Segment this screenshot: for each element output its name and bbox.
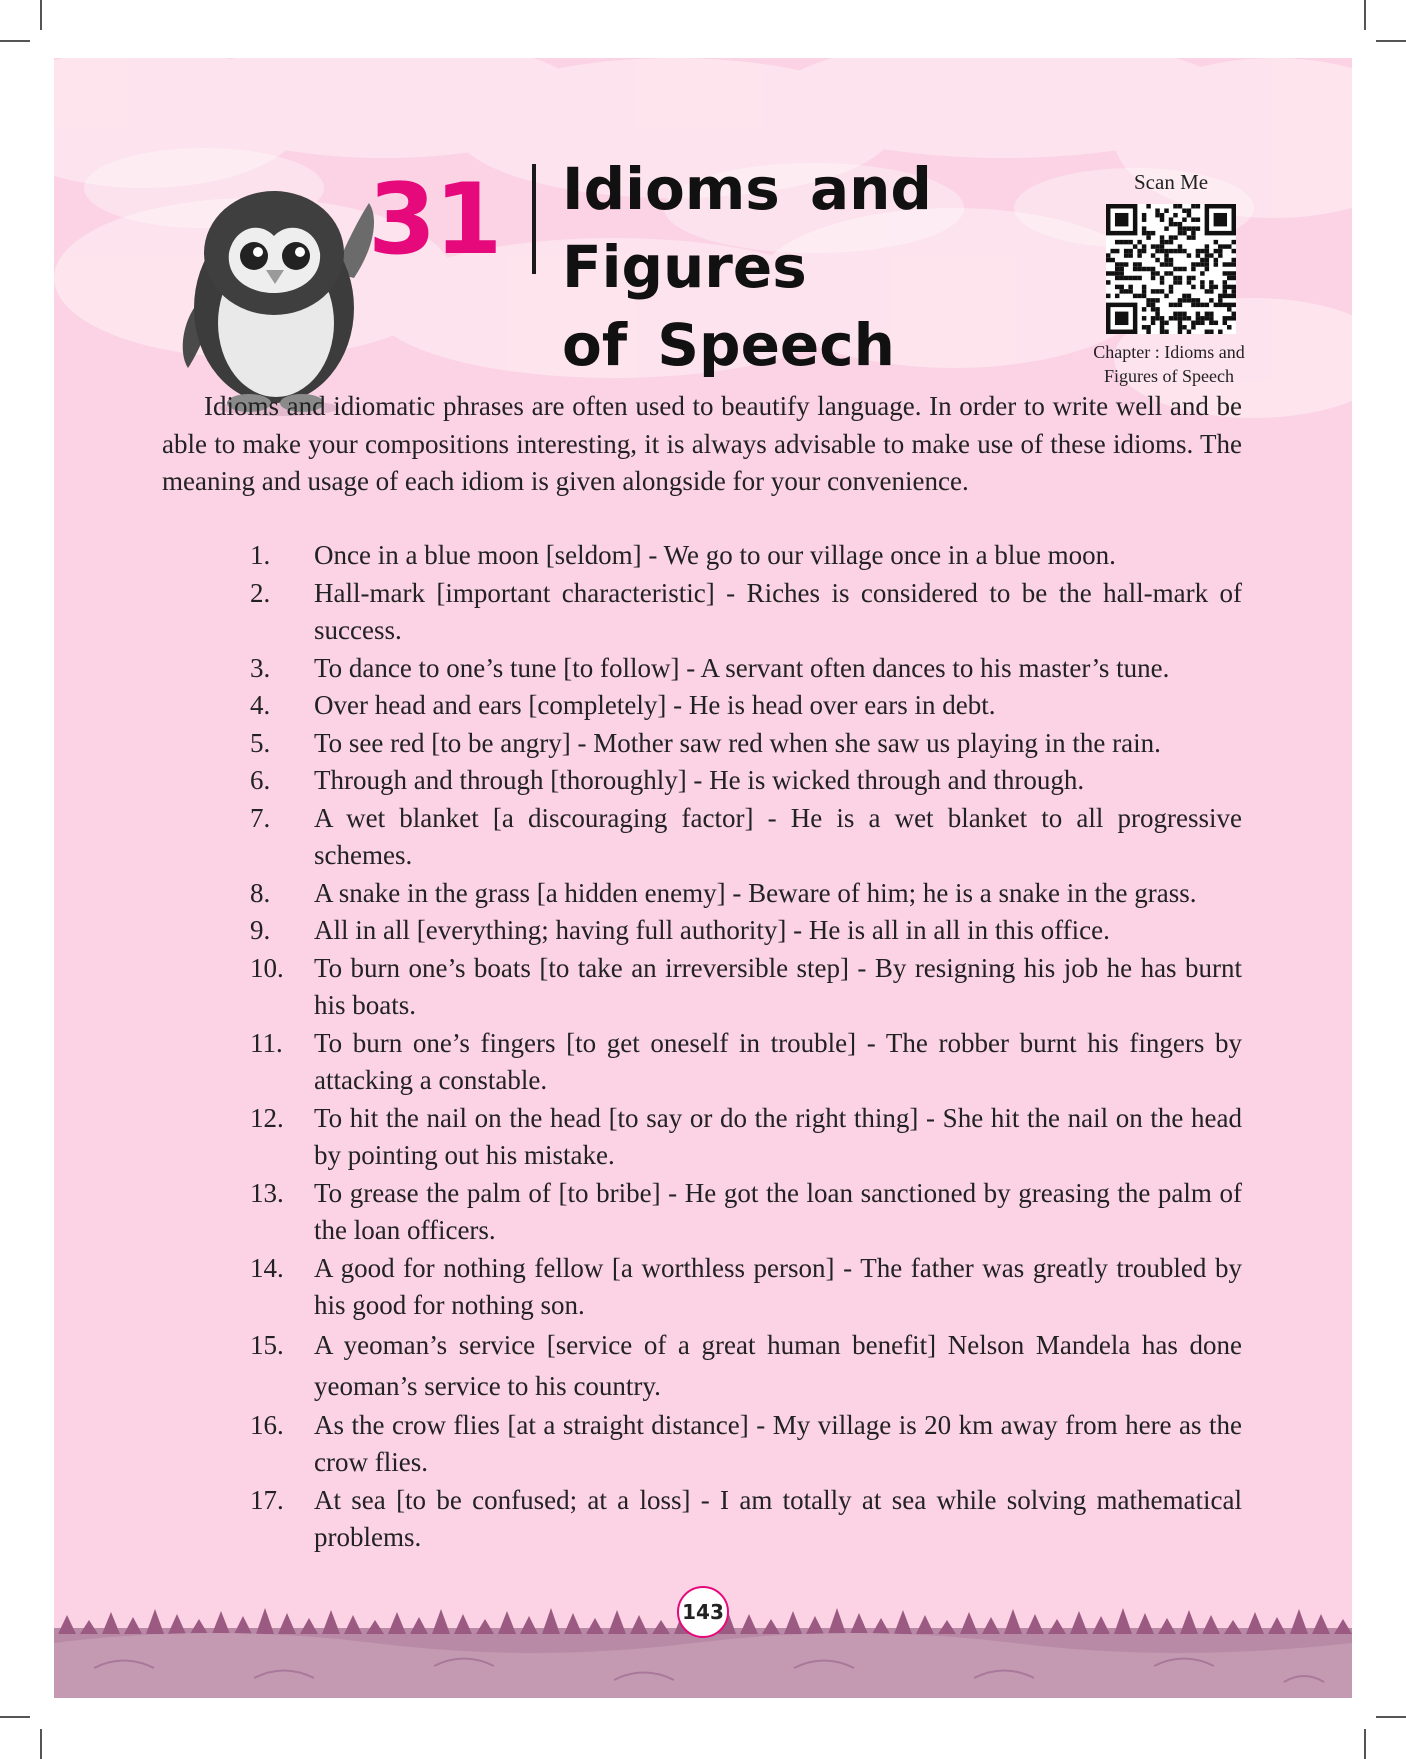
list-item <box>162 875 1242 913</box>
list-item <box>162 687 1242 725</box>
crop-mark <box>1364 1729 1366 1759</box>
list-item-number: 1. <box>250 540 271 570</box>
list-item-text: To grease the palm of [to bribe] - He got the loan sanctioned by greasing the palm of the loan officers. <box>314 1177 1242 1245</box>
list-item <box>162 725 1242 763</box>
scan-me-label: Scan Me <box>1134 170 1209 194</box>
penguin-mascot-icon <box>164 158 394 418</box>
list-item-text: As the crow flies [at a straight distance] - My village is 20 km away from here as the crow flies. <box>314 1409 1242 1477</box>
book-page <box>54 58 1352 1698</box>
chapter-title-line-2: of Speech <box>562 311 895 379</box>
list-item-number: 7. <box>250 802 271 833</box>
list-item-number: 10. <box>250 952 284 983</box>
list-item <box>162 800 1242 875</box>
list-item <box>162 912 1242 950</box>
crop-mark <box>40 0 42 30</box>
crop-mark <box>1376 40 1406 42</box>
intro-paragraph: Idioms and idiomatic phrases are often used to beautify language. In order to write well and be able to make your compositions interesting, it is always advisable to make use of these idioms. The meaning and usage of each idiom is given alongside for your convenience. <box>162 391 1242 496</box>
list-item-text: Over head and ears [completely] - He is head over ears in debt. <box>314 690 996 720</box>
list-item-number: 6. <box>250 765 271 795</box>
list-item-text: A wet blanket [a discouraging factor] - He is a wet blanket to all progressive schemes. <box>314 802 1242 870</box>
list-item-number: 8. <box>250 877 271 908</box>
list-item <box>162 650 1242 688</box>
list-item-number: 14. <box>250 1252 284 1283</box>
chapter-title-line-1: Idioms and Figures <box>562 155 932 301</box>
page-number: 143 <box>677 1586 729 1638</box>
crop-mark <box>1376 1716 1406 1718</box>
qr-code-icon[interactable] <box>1106 204 1236 334</box>
list-item-text: Hall-mark [important characteristic] - Riches is considered to be the hall-mark of success. <box>314 577 1242 645</box>
list-item <box>162 1325 1242 1407</box>
list-item <box>162 1025 1242 1100</box>
list-item-number: 5. <box>250 727 271 758</box>
crop-mark <box>40 1729 42 1759</box>
list-item-number: 12. <box>250 1102 284 1133</box>
list-item-text: A snake in the grass [a hidden enemy] - Beware of him; he is a snake in the grass. <box>314 877 1197 908</box>
qr-caption-line-2: Figures of Speech <box>1104 366 1234 386</box>
list-item-text: Through and through [thoroughly] - He is wicked through and through. <box>314 765 1085 795</box>
list-item <box>162 1482 1242 1557</box>
list-item <box>162 537 1242 575</box>
list-item <box>162 950 1242 1025</box>
list-item-number: 3. <box>250 652 271 683</box>
list-item <box>162 1407 1242 1482</box>
crop-mark <box>0 40 30 42</box>
title-divider <box>532 164 536 274</box>
crop-mark <box>1364 0 1366 30</box>
list-item-text: To see red [to be angry] - Mother saw red when she saw us playing in the rain. <box>314 727 1161 758</box>
crop-mark <box>0 1716 30 1718</box>
list-item-number: 16. <box>250 1409 284 1440</box>
idiom-list <box>162 537 1242 1557</box>
list-item-number: 17. <box>250 1484 284 1515</box>
list-item <box>162 575 1242 650</box>
list-item-text: At sea [to be confused; at a loss] - I am totally at sea while solving mathematical problems. <box>314 1484 1242 1552</box>
list-item <box>162 1100 1242 1175</box>
chapter-number: 31 <box>368 163 501 277</box>
list-item-text: To dance to one’s tune [to follow] - A servant often dances to his master’s tune. <box>314 652 1170 683</box>
list-item <box>162 1175 1242 1250</box>
list-item-text: All in all [everything; having full authority] - He is all in all in this office. <box>314 915 1110 945</box>
list-item-number: 9. <box>250 915 271 945</box>
list-item-text: To burn one’s fingers [to get oneself in trouble] - The robber burnt his fingers by attacking a constable. <box>314 1027 1242 1095</box>
list-item-text: A good for nothing fellow [a worthless person] - The father was greatly troubled by his good for nothing son. <box>314 1252 1242 1320</box>
list-item-number: 11. <box>250 1027 283 1058</box>
list-item-text: Once in a blue moon [seldom] - We go to our village once in a blue moon. <box>314 540 1116 570</box>
list-item-text: To hit the nail on the head [to say or do the right thing] - She hit the nail on the head by pointing out his mistake. <box>314 1102 1242 1170</box>
list-item <box>162 762 1242 800</box>
list-item <box>162 1250 1242 1325</box>
qr-caption <box>1064 340 1274 388</box>
list-item-number: 13. <box>250 1177 284 1208</box>
list-item-number: 4. <box>250 690 271 720</box>
list-item-text: A yeoman’s service [service of a great human benefit] Nelson Mandela has done yeoman’s service to his country. <box>314 1329 1242 1401</box>
list-item-number: 15. <box>250 1329 284 1360</box>
list-item-text: To burn one’s boats [to take an irreversible step] - By resigning his job he has burnt his boats. <box>314 952 1242 1020</box>
list-item-number: 2. <box>250 577 271 608</box>
qr-caption-line-1: Chapter : Idioms and <box>1093 342 1245 362</box>
